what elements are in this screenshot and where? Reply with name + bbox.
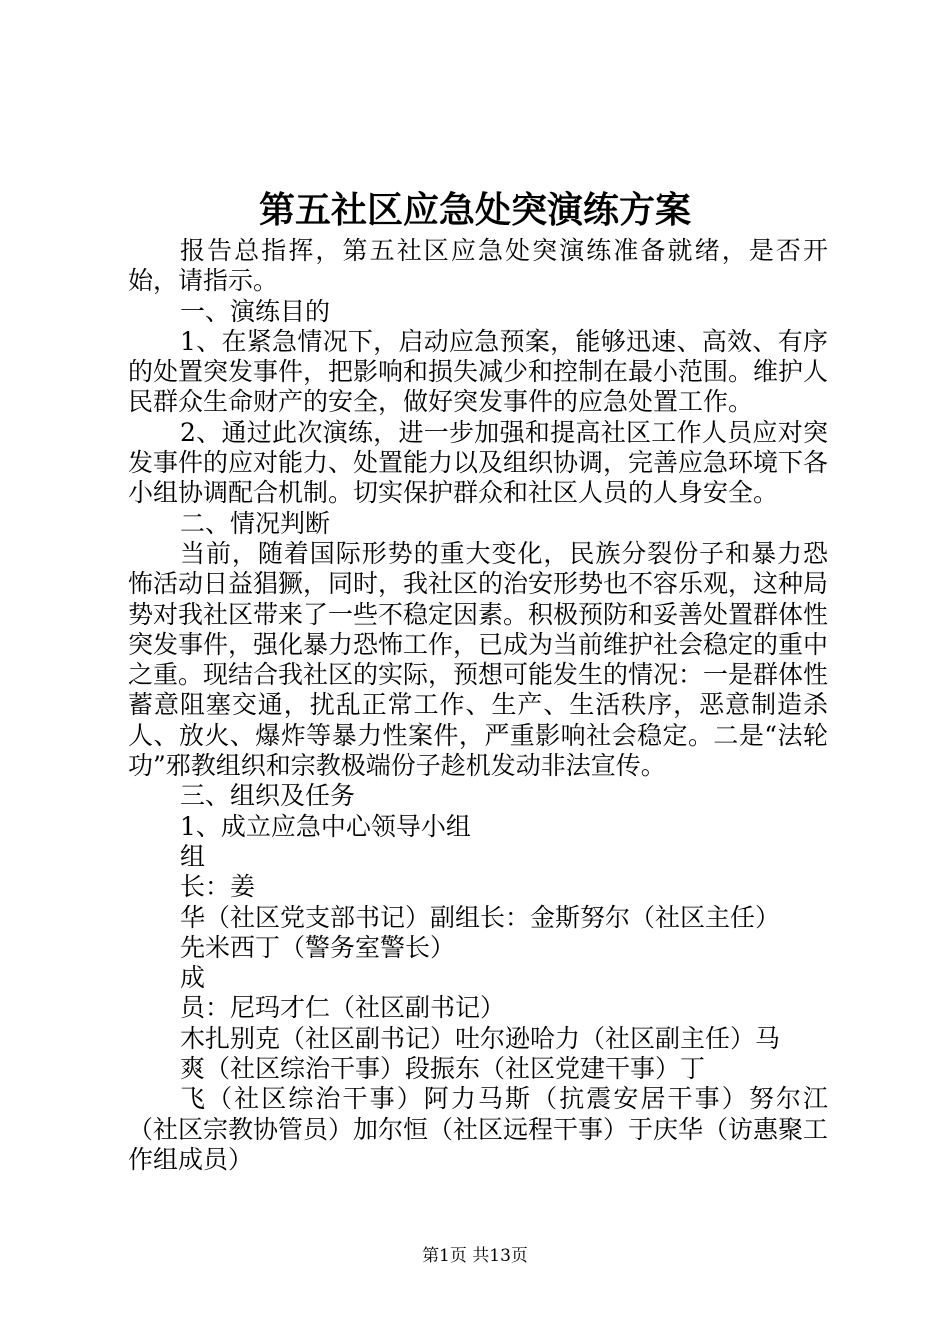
text-line: 组 [180, 841, 206, 871]
text-line: 爽（社区综治干事）段振东（社区党建干事）丁 [180, 1054, 706, 1084]
document-body [128, 236, 828, 1175]
text-line: 员：尼玛才仁（社区副书记） [180, 993, 506, 1023]
paragraph-members: 飞（社区综治干事）阿力马斯（抗震安居干事）努尔江（社区宗教协管员）加尔恒（社区远程干事）于庆华（访惠聚工作组成员） [128, 1084, 829, 1174]
text-line: 成 [180, 963, 206, 993]
page-number: 第1页 共13页 [422, 1246, 528, 1266]
paragraph-report: 报告总指挥，第五社区应急处突演练准备就绪，是否开始，请指示。 [128, 236, 828, 296]
page-title: 第五社区应急处突演练方案 [258, 189, 691, 231]
text-line: 木扎别克（社区副书记）吐尔逊哈力（社区副主任）马 [180, 1023, 781, 1053]
subheading-leadership-group: 1、成立应急中心领导小组 [180, 811, 471, 841]
text-line: 长：姜 [180, 872, 256, 902]
section-heading-situation: 二、情况判断 [180, 508, 331, 538]
section-heading-purpose: 一、演练目的 [180, 296, 331, 326]
section-heading-organization: 三、组织及任务 [180, 781, 356, 811]
paragraph-purpose-2: 2、通过此次演练，进一步加强和提高社区工作人员应对突发事件的应对能力、处置能力以及组织协调，完善应急环境下各小组协调配合机制。切实保护群众和社区人员的人身安全。 [128, 417, 829, 508]
paragraph-situation: 当前，随着国际形势的重大变化，民族分裂份子和暴力恐怖活动日益猖獗，同时，我社区的治安形势也不容乐观，这种局势对我社区带来了一些不稳定因素。积极预防和妥善处置群体性突发事件，强化暴力恐怖工作，已成为当前维护社会稳定的重中之重。现结合我社区的实际，预想可能发生的情况：一是群体性蓄意阻塞交通，扰乱正常工作、生产、生活秩序，恶意制造杀人、放火、爆炸等暴力性案件，严重影响社会稳定。二是“法轮功”邪教组织和宗教极端份子趁机发动非法宣传。 [128, 538, 829, 781]
text-line: 先米西丁（警务室警长） [180, 932, 456, 962]
paragraph-purpose-1: 1、在紧急情况下，启动应急预案，能够迅速、高效、有序的处置突发事件，把影响和损失减少和控制在最小范围。维护人民群众生命财产的安全，做好突发事件的应急处置工作。 [128, 326, 829, 417]
text-line: 华（社区党支部书记）副组长：金斯努尔（社区主任） [180, 902, 781, 932]
